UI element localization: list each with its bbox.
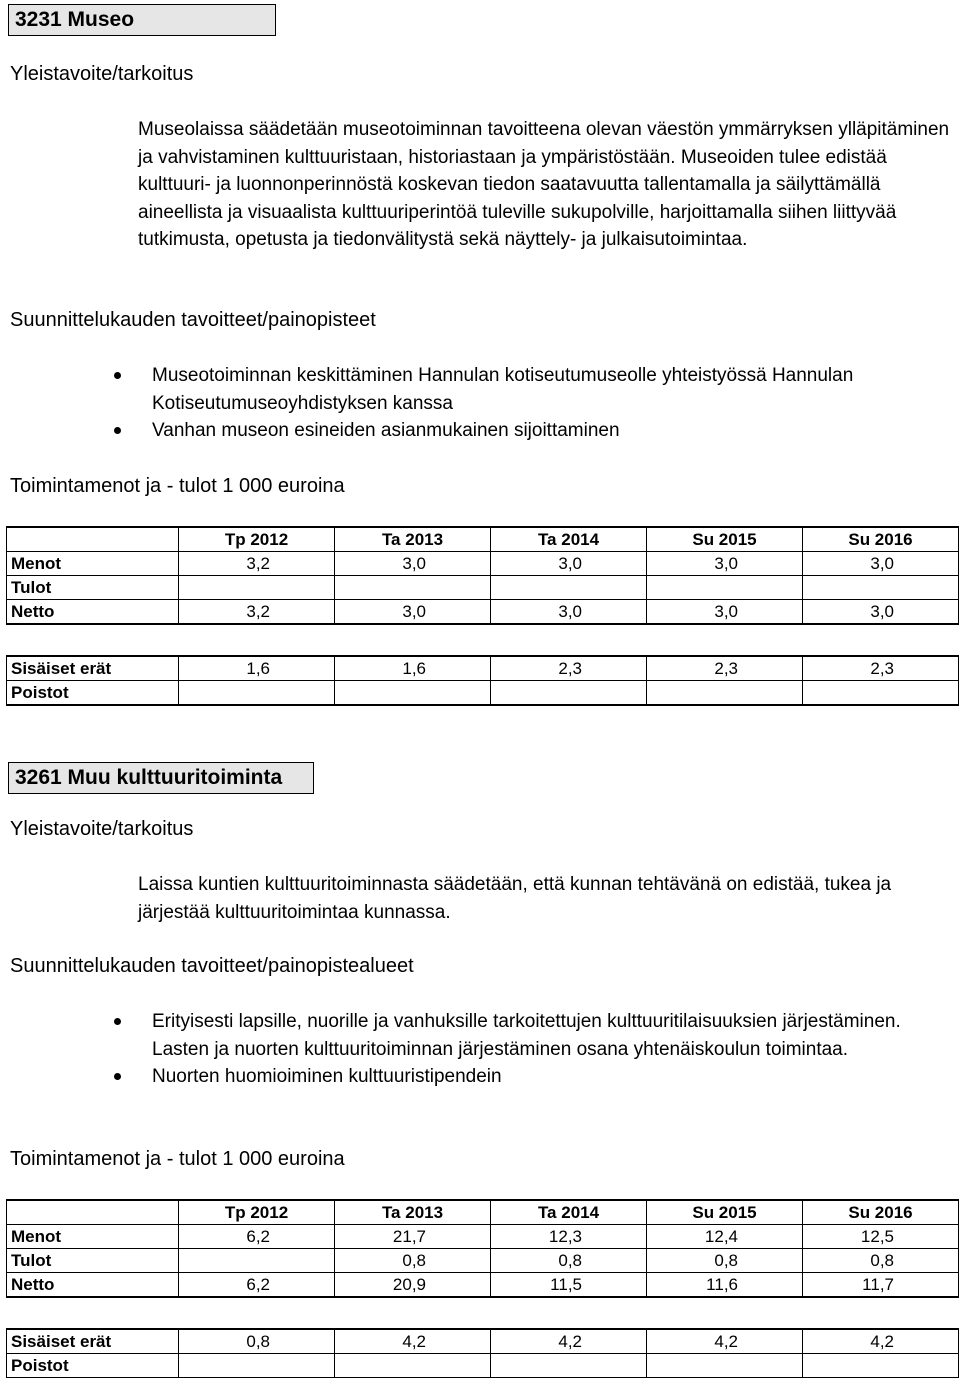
finance-heading: Toimintamenot ja - tulot 1 000 euroina (10, 475, 345, 497)
table-cell: 12,4 (647, 1225, 803, 1249)
row-label: Poistot (7, 681, 179, 706)
goal-text: Erityisesti lapsille, nuorille ja vanhuksille tarkoitettujen kulttuuritilaisuuksien järjestäminen. Lasten ja nuorten kulttuuritoiminnan järjestäminen osana yhtenäiskoulun toimintaa. (152, 1011, 901, 1060)
table-cell: 0,8 (491, 1249, 647, 1273)
list-item (112, 1008, 952, 1063)
table-cell: 3,2 (179, 600, 335, 625)
table-cell (179, 681, 335, 706)
table-cell: 3,0 (647, 600, 803, 625)
table-cell: 3,0 (335, 600, 491, 625)
table-cell: 1,6 (179, 656, 335, 681)
row-label: Sisäiset erät (7, 1329, 179, 1354)
table-row (7, 1225, 959, 1249)
header-cell: Ta 2013 (335, 1200, 491, 1225)
table-cell: 3,0 (491, 552, 647, 576)
purpose-text: Laissa kuntien kulttuuritoiminnasta säädetään, että kunnan tehtävänä on edistää, tukea ja järjestää kulttuuritoimintaa kunnassa. (138, 874, 892, 923)
table-cell: 3,0 (335, 552, 491, 576)
purpose-heading: Yleistavoite/tarkoitus (10, 63, 194, 85)
table-cell (335, 576, 491, 600)
table-cell (179, 1249, 335, 1273)
table-row (7, 552, 959, 576)
bullet-icon (114, 427, 121, 434)
table-row (7, 1249, 959, 1273)
bullet-icon (114, 1018, 121, 1025)
table-cell (803, 576, 959, 600)
header-cell: Su 2015 (647, 527, 803, 552)
table-cell: 1,6 (335, 656, 491, 681)
goals-list (112, 362, 952, 445)
header-cell (7, 527, 179, 552)
table-cell (647, 576, 803, 600)
list-item (112, 362, 952, 417)
header-cell: Su 2016 (803, 1200, 959, 1225)
bullet-icon (114, 372, 121, 379)
section-title-culture: 3261 Muu kulttuuritoiminta (8, 762, 314, 794)
table-cell: 21,7 (335, 1225, 491, 1249)
row-label: Poistot (7, 1354, 179, 1378)
table-cell: 2,3 (647, 656, 803, 681)
table-cell: 12,5 (803, 1225, 959, 1249)
goals-list (112, 1008, 952, 1091)
table-cell: 2,3 (803, 656, 959, 681)
purpose-heading: Yleistavoite/tarkoitus (10, 818, 194, 840)
table-cell: 4,2 (803, 1329, 959, 1354)
table-cell (335, 1354, 491, 1378)
table-cell: 2,3 (491, 656, 647, 681)
goals-heading: Suunnittelukauden tavoitteet/painopistealueet (10, 955, 414, 977)
finance-table (6, 526, 959, 625)
table-cell (803, 1354, 959, 1378)
table-cell: 6,2 (179, 1273, 335, 1298)
table-cell: 3,2 (179, 552, 335, 576)
table-cell: 0,8 (179, 1329, 335, 1354)
internal-items-table (6, 655, 959, 706)
header-cell: Ta 2013 (335, 527, 491, 552)
table-row (7, 681, 959, 706)
table-cell: 11,5 (491, 1273, 647, 1298)
goal-text: Vanhan museon esineiden asianmukainen sijoittaminen (152, 420, 620, 441)
header-cell: Tp 2012 (179, 527, 335, 552)
table-row (7, 1329, 959, 1354)
row-label: Menot (7, 552, 179, 576)
table-cell (647, 1354, 803, 1378)
row-label: Tulot (7, 1249, 179, 1273)
table-cell (335, 681, 491, 706)
table-cell: 3,0 (803, 552, 959, 576)
table-cell: 0,8 (335, 1249, 491, 1273)
table-row (7, 1354, 959, 1378)
table-cell: 11,6 (647, 1273, 803, 1298)
internal-items-table (6, 1328, 959, 1378)
header-cell: Su 2015 (647, 1200, 803, 1225)
list-item (112, 417, 952, 445)
table-cell: 4,2 (647, 1329, 803, 1354)
table-row (7, 1273, 959, 1298)
table-cell: 3,0 (491, 600, 647, 625)
table-cell (491, 681, 647, 706)
table-row (7, 600, 959, 625)
bullet-icon (114, 1073, 121, 1080)
purpose-text: Museolaissa säädetään museotoiminnan tavoitteena olevan väestön ymmärryksen ylläpitäminen ja vahvistaminen kulttuuristaan, historiastaan ja ympäristöstään. Museoiden tulee edistää kulttuuri- ja luonnonperinnöstä koskevan tiedon saatavuutta tallentamalla ja säilyttämällä aineellista ja visuaalista kulttuuriperintöä tuleville sukupolville, harjoittamalla siihen liittyvää tutkimusta, opetusta ja tiedonvälitystä sekä näyttely- ja julkaisutoimintaa. (138, 119, 950, 250)
table-row (7, 656, 959, 681)
section-title-museo: 3231 Museo (8, 4, 276, 36)
table-header-row (7, 1200, 959, 1225)
header-cell: Ta 2014 (491, 527, 647, 552)
table-cell: 0,8 (803, 1249, 959, 1273)
table-cell (491, 576, 647, 600)
finance-table (6, 1199, 959, 1298)
goal-text: Museotoiminnan keskittäminen Hannulan kotiseutumuseolle yhteistyössä Hannulan Kotiseutumuseoyhdistyksen kanssa (152, 365, 854, 414)
table-cell: 20,9 (335, 1273, 491, 1298)
table-cell: 12,3 (491, 1225, 647, 1249)
table-cell: 3,0 (803, 600, 959, 625)
table-cell: 3,0 (647, 552, 803, 576)
table-row (7, 576, 959, 600)
goals-heading: Suunnittelukauden tavoitteet/painopisteet (10, 309, 376, 331)
header-cell: Tp 2012 (179, 1200, 335, 1225)
table-cell: 0,8 (647, 1249, 803, 1273)
table-header-row (7, 527, 959, 552)
table-cell: 6,2 (179, 1225, 335, 1249)
finance-heading: Toimintamenot ja - tulot 1 000 euroina (10, 1148, 345, 1170)
row-label: Sisäiset erät (7, 656, 179, 681)
table-cell (803, 681, 959, 706)
header-cell (7, 1200, 179, 1225)
row-label: Netto (7, 1273, 179, 1298)
row-label: Menot (7, 1225, 179, 1249)
table-cell: 4,2 (335, 1329, 491, 1354)
table-cell (647, 681, 803, 706)
table-cell (179, 1354, 335, 1378)
table-cell: 11,7 (803, 1273, 959, 1298)
row-label: Tulot (7, 576, 179, 600)
row-label: Netto (7, 600, 179, 625)
table-cell: 4,2 (491, 1329, 647, 1354)
goal-text: Nuorten huomioiminen kulttuuristipendein (152, 1066, 502, 1087)
table-cell (179, 576, 335, 600)
header-cell: Ta 2014 (491, 1200, 647, 1225)
list-item (112, 1063, 952, 1091)
table-cell (491, 1354, 647, 1378)
header-cell: Su 2016 (803, 527, 959, 552)
